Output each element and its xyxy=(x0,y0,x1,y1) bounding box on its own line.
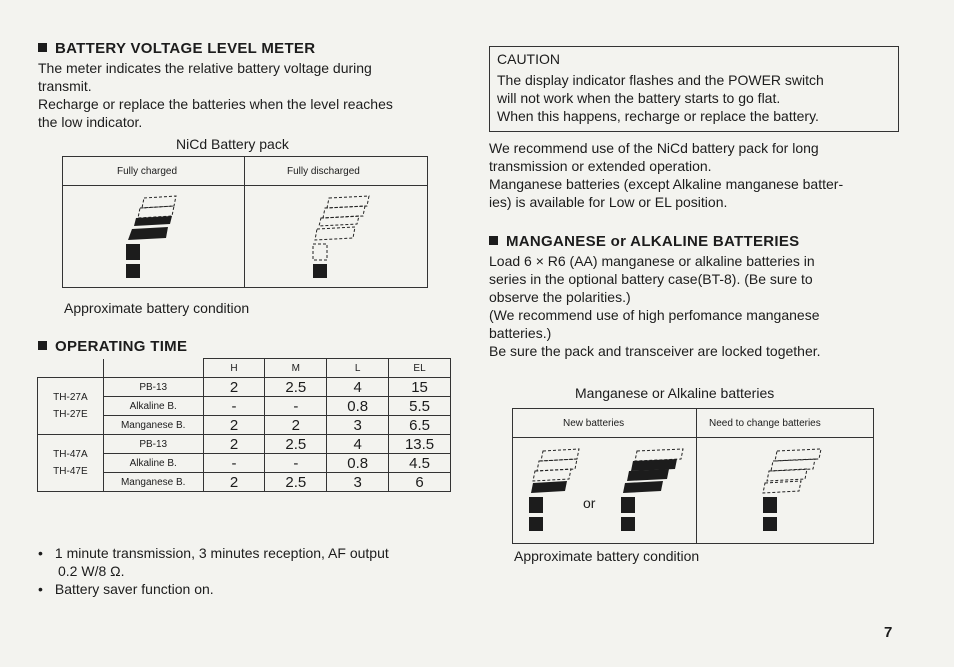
value-cell: 2 xyxy=(203,378,265,397)
value-cell: 6 xyxy=(389,473,451,492)
pack-cell: PB-13 xyxy=(103,435,203,454)
fully-discharged-label: Fully discharged xyxy=(287,166,360,177)
nicd-caption: Approximate battery condition xyxy=(64,300,250,316)
value-cell: - xyxy=(203,397,265,416)
battery-meter-low-icon xyxy=(751,445,831,537)
battery-meter-empty-icon xyxy=(303,192,383,284)
col-l: L xyxy=(327,359,389,378)
fully-charged-label: Fully charged xyxy=(117,166,178,177)
manganese-heading: MANGANESE or ALKALINE BATTERIES xyxy=(489,233,799,250)
manganese-text: Load 6 × R6 (AA) manganese or alkaline batteries in series in the optional battery case(BT-8). (Be sure to observe the polarities.) (We recommend use of high perfomance manganese batteries.) Be sure the pack and transceiver are locked together. xyxy=(489,253,821,359)
note-item: • Battery saver function on. xyxy=(38,581,214,597)
value-cell: 4 xyxy=(327,378,389,397)
battery-meter-new-icon xyxy=(521,445,596,537)
battery-meter-full-icon xyxy=(118,192,198,284)
value-cell: 5.5 xyxy=(389,397,451,416)
nicd-meter-figure xyxy=(62,156,428,288)
value-cell: 3 xyxy=(327,473,389,492)
value-cell: 2 xyxy=(203,473,265,492)
value-cell: - xyxy=(265,397,327,416)
table-header-row xyxy=(38,359,451,378)
value-cell: 0.8 xyxy=(327,397,389,416)
pack-cell: Manganese B. xyxy=(103,416,203,435)
value-cell: - xyxy=(265,454,327,473)
col-h: H xyxy=(203,359,265,378)
table-row xyxy=(38,378,451,397)
recommend-text: We recommend use of the NiCd battery pack for long transmission or extended operation. Manganese batteries (except Alkaline manganese batter- ies) is available for Low or EL position. xyxy=(489,140,844,210)
value-cell: 4.5 xyxy=(389,454,451,473)
caution-title: CAUTION xyxy=(497,51,560,67)
value-cell: 2 xyxy=(265,416,327,435)
col-el: EL xyxy=(389,359,451,378)
value-cell: 2 xyxy=(203,435,265,454)
pack-cell: Alkaline B. xyxy=(103,397,203,416)
value-cell: 15 xyxy=(389,378,451,397)
manganese-caption: Approximate battery condition xyxy=(514,548,700,564)
pack-cell: Manganese B. xyxy=(103,473,203,492)
table-row xyxy=(38,435,451,454)
value-cell: 0.8 xyxy=(327,454,389,473)
pack-cell: Alkaline B. xyxy=(103,454,203,473)
note-item: • 1 minute transmission, 3 minutes reception, AF output xyxy=(38,545,389,561)
caution-text: The display indicator flashes and the POWER switch will not work when the battery starts to go flat. When this happens, recharge or replace the battery. xyxy=(497,72,824,124)
col-m: M xyxy=(265,359,327,378)
value-cell: 6.5 xyxy=(389,416,451,435)
value-cell: 2.5 xyxy=(265,378,327,397)
operating-time-table xyxy=(37,358,451,492)
or-label: or xyxy=(583,495,596,511)
value-cell: 3 xyxy=(327,416,389,435)
value-cell: 2.5 xyxy=(265,473,327,492)
battery-meter-new-full-icon xyxy=(611,445,691,537)
value-cell: 2 xyxy=(203,416,265,435)
new-batteries-label: New batteries xyxy=(563,418,625,429)
value-cell: 2.5 xyxy=(265,435,327,454)
battery-meter-heading: BATTERY VOLTAGE LEVEL METER xyxy=(38,40,315,57)
value-cell: 13.5 xyxy=(389,435,451,454)
model-cell: TH-47A TH-47E xyxy=(38,435,104,492)
battery-meter-text: The meter indicates the relative battery voltage during transmit. Recharge or replace the batteries when the level reaches the low indicator. xyxy=(38,60,393,130)
nicd-figure-title: NiCd Battery pack xyxy=(176,136,289,152)
pack-cell: PB-13 xyxy=(103,378,203,397)
need-change-label: Need to change batteries xyxy=(709,418,821,429)
manganese-figure-title: Manganese or Alkaline batteries xyxy=(575,385,775,401)
model-cell: TH-27A TH-27E xyxy=(38,378,104,435)
manganese-meter-figure xyxy=(512,408,874,544)
caution-box xyxy=(489,46,899,132)
value-cell: 4 xyxy=(327,435,389,454)
note-item-cont: 0.2 W/8 Ω. xyxy=(58,563,125,579)
value-cell: - xyxy=(203,454,265,473)
operating-time-heading: OPERATING TIME xyxy=(38,338,187,355)
page-number: 7 xyxy=(884,624,893,641)
